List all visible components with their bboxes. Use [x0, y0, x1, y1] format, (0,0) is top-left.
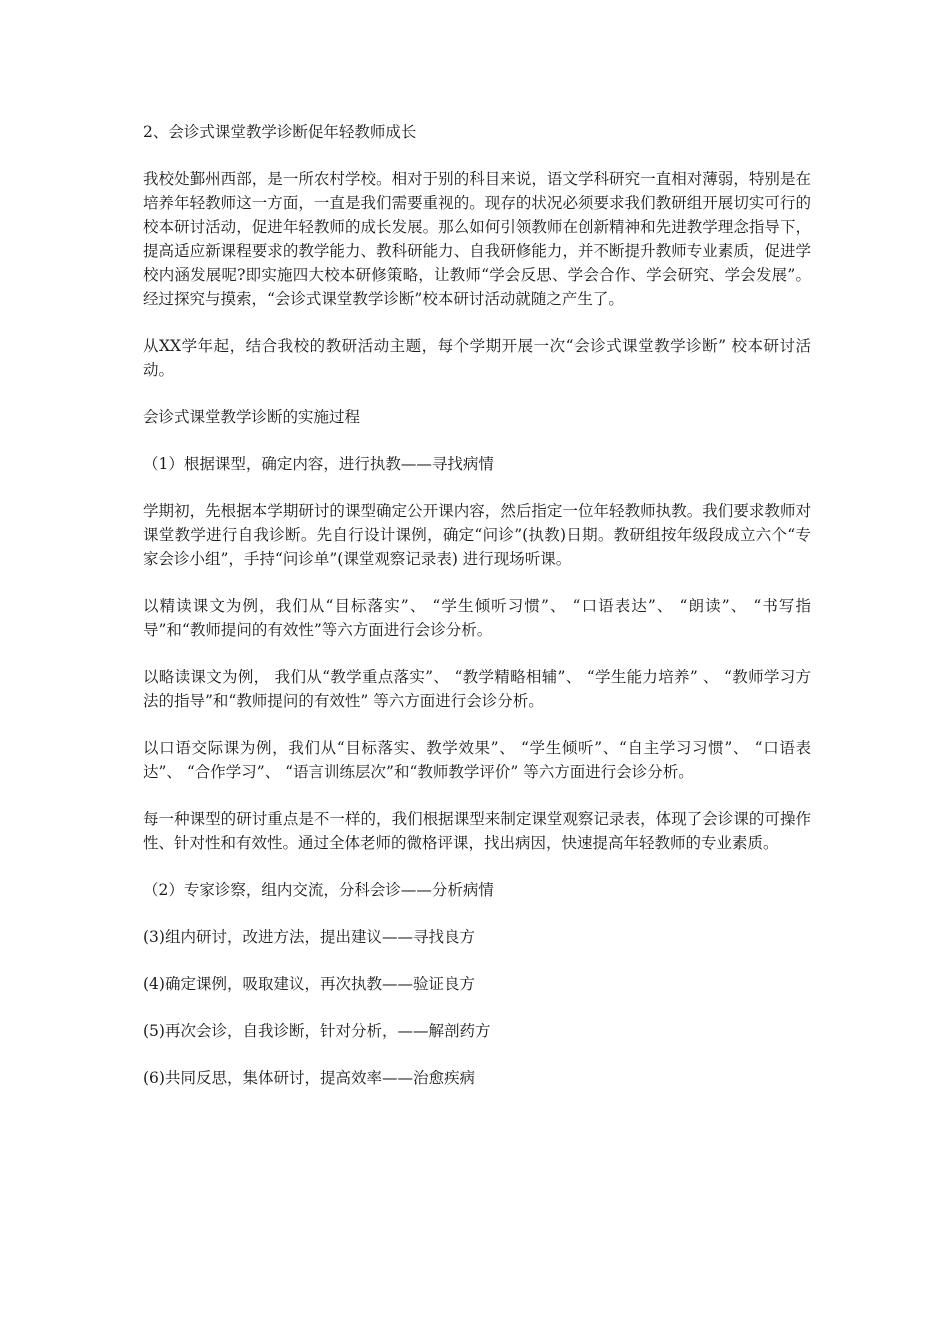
paragraph-step-1-detail: 学期初，先根据本学期研讨的课型确定公开课内容，然后指定一位年轻教师执教。我们要求教师对课堂教学进行自我诊断。先自行设计课例，确定“问诊”(执教)日期。教研组按年级段成立六个“专家会诊小组”，手持“问诊单”(课堂观察记录表) 进行现场听课。: [143, 502, 811, 568]
paragraph-step-4: (4)确定课例，吸取建议，再次执教——验证良方: [143, 975, 475, 993]
paragraph-activity-schedule: 从XX学年起，结合我校的教研活动主题，每个学期开展一次“会诊式课堂教学诊断” 校本研讨活动。: [143, 337, 811, 379]
document-body: [143, 120, 811, 1113]
paragraph-skim-reading: 以略读课文为例， 我们从“教学重点落实”、 “教学精略相辅”、 “学生能力培养” 、 “教师学习方法的指导”和“教师提问的有效性” 等六方面进行会诊分析。: [143, 668, 811, 710]
paragraph-step-5: (5)再次会诊，自我诊断，针对分析，——解剖药方: [143, 1022, 491, 1040]
paragraph-intensive-reading: 以精读课文为例，我们从“目标落实”、 “学生倾听习惯”、 “口语表达”、 “朗读”、 “书写指导”和“教师提问的有效性”等六方面进行会诊分析。: [143, 597, 811, 639]
paragraph-lesson-types: 每一种课型的研讨重点是不一样的，我们根据课型来制定课堂观察记录表，体现了会诊课的可操作性、针对性和有效性。通过全体老师的微格评课，找出病因，快速提高年轻教师的专业素质。: [143, 810, 811, 852]
paragraph-oral-communication: 以口语交际课为例，我们从“目标落实、教学效果”、 “学生倾听”、“自主学习习惯”、 “口语表达”、 “合作学习”、 “语言训练层次”和“教师教学评价” 等六方面进行会诊分析。: [143, 739, 811, 781]
paragraph-step-3: (3)组内研讨，改进方法，提出建议——寻找良方: [143, 928, 475, 946]
paragraph-process-heading: 会诊式课堂教学诊断的实施过程: [143, 408, 361, 426]
paragraph-step-6: (6)共同反思，集体研讨，提高效率——治愈疾病: [143, 1069, 475, 1087]
paragraph-step-2: （2）专家诊察，组内交流，分科会诊——分析病情: [143, 881, 494, 899]
paragraph-school-background: 我校处鄞州西部，是一所农村学校。相对于别的科目来说，语文学科研究一直相对薄弱，特别是在培养年轻教师这一方面，一直是我们需要重视的。现存的状况必须要求我们教研组开展切实可行的校本研讨活动，促进年轻教师的成长发展。那么如何引领教师在创新精神和先进教学理念指导下，提高适应新课程要求的教学能力、教科研能力、自我研修能力，并不断提升教师专业素质，促进学校内涵发展呢?即实施四大校本研修策略，让教师“学会反思、学会合作、学会研究、学会发展”。经过探究与摸索，“会诊式课堂教学诊断”校本研讨活动就随之产生了。: [143, 170, 811, 308]
paragraph-step-1: （1）根据课型，确定内容，进行执教——寻找病情: [143, 455, 494, 473]
section-heading: 2、会诊式课堂教学诊断促年轻教师成长: [143, 123, 417, 141]
